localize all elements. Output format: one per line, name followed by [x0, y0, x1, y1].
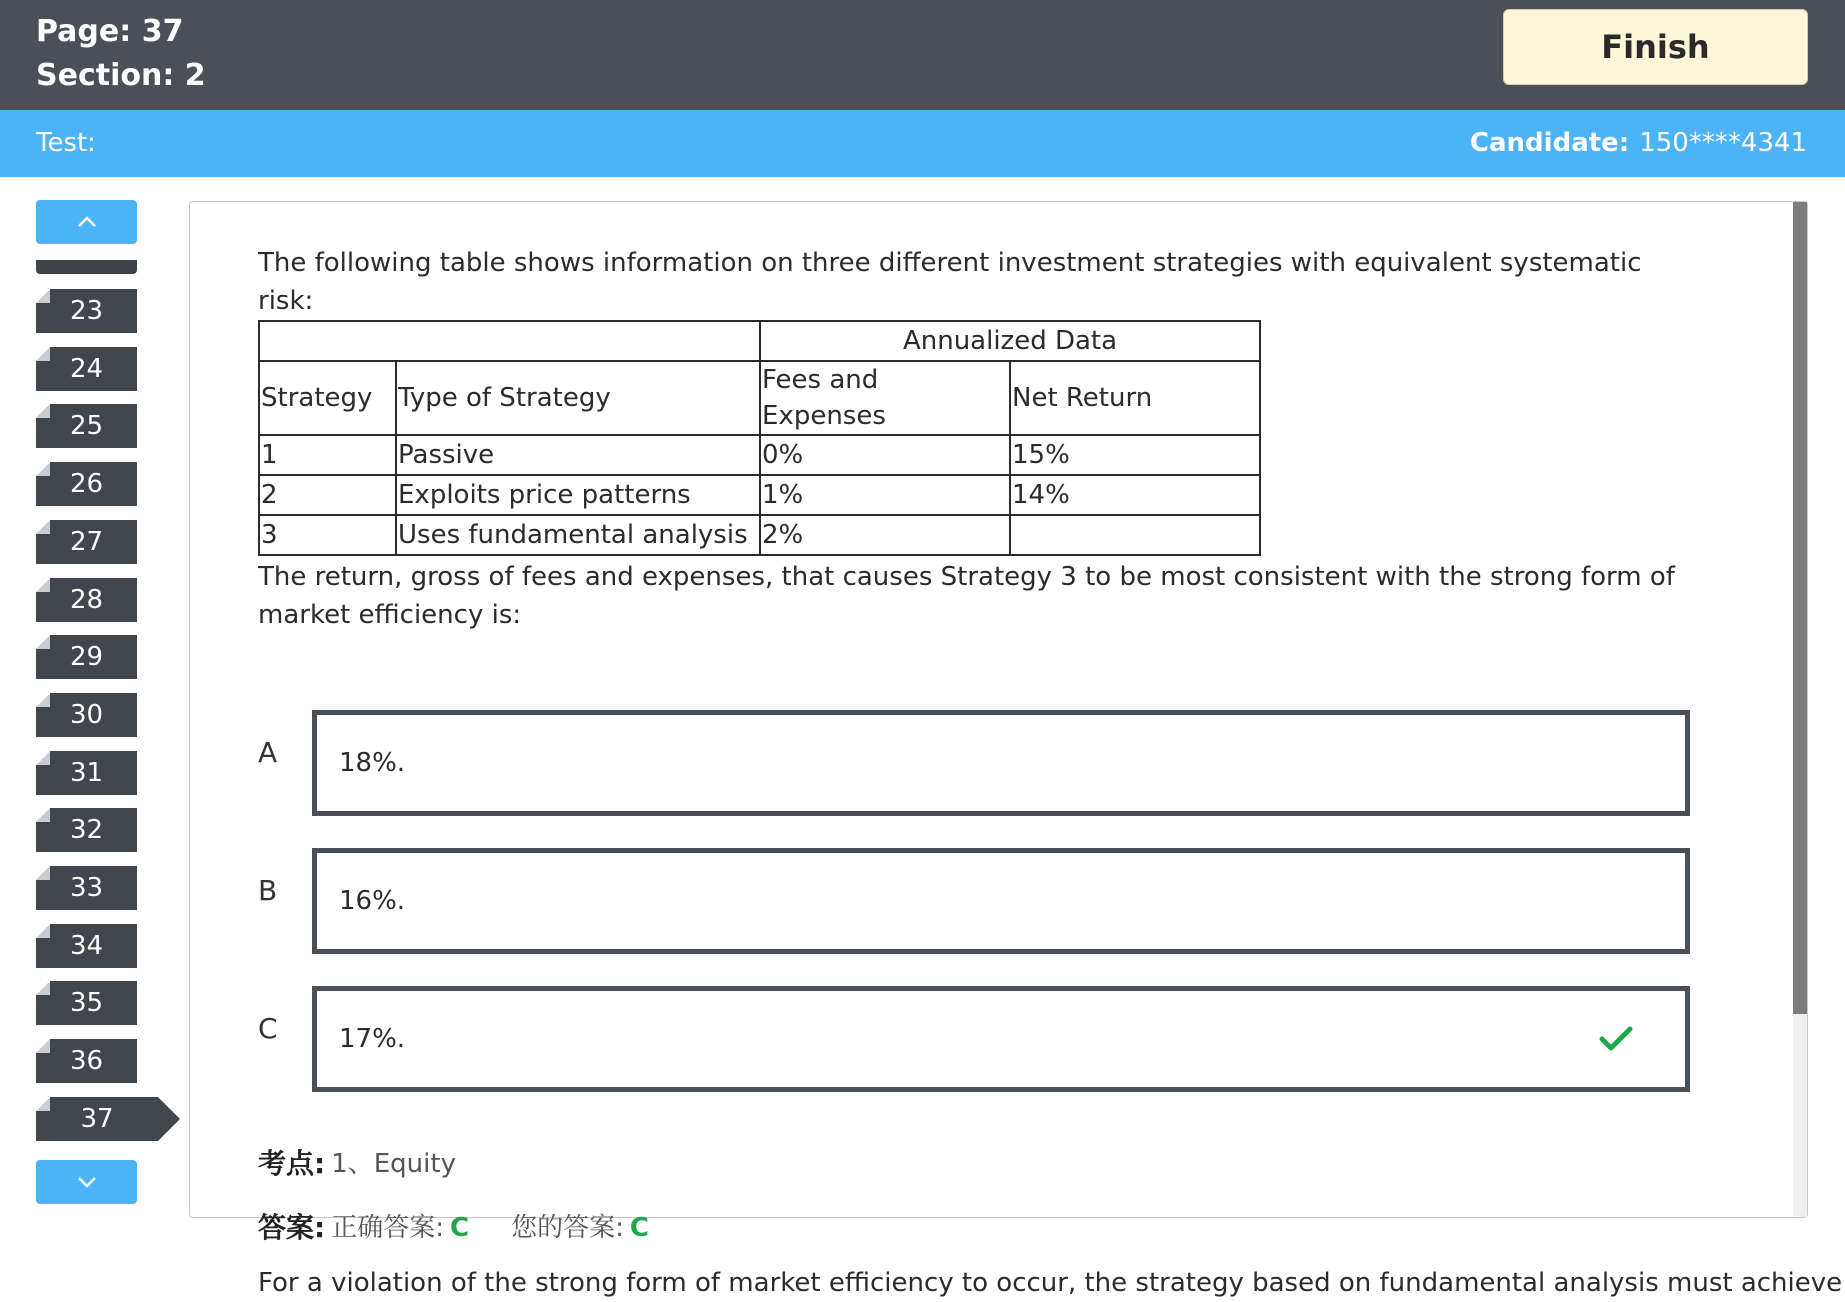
answer-options: [258, 710, 1698, 1124]
table-cell: 15%: [1010, 435, 1260, 475]
correct-answer-value: C: [449, 1213, 470, 1243]
question-nav-number: 26: [69, 469, 104, 500]
question-nav-item[interactable]: [36, 866, 137, 910]
page-fold-icon: [36, 981, 50, 995]
scroll-down-button[interactable]: [36, 1160, 137, 1204]
top-header: [0, 0, 1845, 110]
question-nav-number: 23: [69, 296, 104, 326]
table-cell: 2%: [760, 515, 1010, 555]
question-nav-number: 36: [69, 1046, 104, 1077]
your-answer-label: 您的答案:: [511, 1213, 624, 1243]
page-fold-icon: [36, 578, 50, 592]
question-nav-item[interactable]: [36, 289, 137, 333]
your-answer-value: C: [629, 1213, 649, 1243]
option-text: 18%.: [339, 748, 406, 778]
test-info-bar: [0, 110, 1845, 177]
page-fold-icon: [36, 924, 50, 938]
candidate-label: Candidate:: [1469, 128, 1630, 158]
question-nav-item[interactable]: [36, 751, 137, 795]
page-fold-icon: [36, 462, 50, 476]
table-cell: Exploits price patterns: [396, 475, 760, 515]
table-header-cell: Fees and Expenses: [760, 361, 1010, 435]
option-text: 17%.: [339, 1024, 406, 1054]
topic-key: 考点:: [258, 1147, 326, 1180]
table-cell: [1010, 515, 1260, 555]
table-header-cell: Net Return: [1010, 361, 1260, 435]
option-b: [258, 848, 1698, 986]
page-info: [36, 10, 206, 98]
option-letter: A: [258, 736, 278, 769]
table-cell: Uses fundamental analysis: [396, 515, 760, 555]
question-nav-number: 28: [69, 584, 104, 615]
table-cell: Passive: [396, 435, 760, 475]
question-nav-number: 29: [69, 642, 104, 673]
page-fold-icon: [36, 404, 50, 418]
table-cell: 1%: [760, 475, 1010, 515]
table-cell-empty: [259, 321, 760, 361]
topic-value: 1、Equity: [331, 1149, 456, 1179]
question-nav-item[interactable]: [36, 347, 137, 391]
page-number: Page: 37: [36, 14, 184, 49]
page-fold-icon: [36, 635, 50, 649]
question-nav-number: 30: [69, 699, 104, 730]
table-cell: 3: [259, 515, 396, 555]
question-nav-number: 24: [69, 353, 104, 384]
question-nav-number: 37: [80, 1103, 114, 1134]
answer-meta: [258, 1132, 1843, 1302]
question-nav-item[interactable]: [36, 693, 137, 737]
page-fold-icon: [36, 751, 50, 765]
question-nav-number: 27: [69, 526, 104, 557]
page-fold-icon: [36, 1097, 50, 1111]
table-cell: 0%: [760, 435, 1010, 475]
question-list-item-partial: [36, 260, 137, 274]
question-list: [36, 260, 160, 1140]
explanation-text: For a violation of the strong form of market efficiency to occur, the strategy based on fundamental analysis must achieve: [258, 1268, 1843, 1298]
answer-key: 答案:: [258, 1211, 326, 1244]
question-nav-item[interactable]: [36, 635, 137, 679]
question-stem: The following table shows information on three different investment strategies with equivalent systematic risk:: [258, 248, 1642, 316]
table-row: [259, 515, 1260, 555]
question-nav-item[interactable]: [36, 578, 137, 622]
question-prompt: The return, gross of fees and expenses, that causes Strategy 3 to be most consistent with the strong form of market efficiency is:: [258, 562, 1675, 630]
question-nav-item[interactable]: [36, 924, 137, 968]
section-number: Section: 2: [36, 58, 206, 93]
page-fold-icon: [36, 808, 50, 822]
test-label: Test:: [36, 128, 96, 158]
option-letter: B: [258, 874, 278, 907]
question-nav-item[interactable]: [36, 981, 137, 1025]
question-nav-item[interactable]: [36, 1097, 158, 1141]
question-nav-number: 33: [69, 873, 104, 903]
candidate-id: 150****4341: [1639, 128, 1807, 158]
option-b-box[interactable]: [312, 848, 1690, 954]
scrollbar-track[interactable]: [1793, 202, 1807, 1217]
question-nav-item[interactable]: [36, 462, 137, 506]
option-c-box[interactable]: [312, 986, 1690, 1092]
finish-button[interactable]: Finish: [1503, 9, 1808, 85]
question-nav-item[interactable]: [36, 520, 137, 564]
option-c: [258, 986, 1698, 1124]
table-row: [259, 435, 1260, 475]
scroll-up-button[interactable]: [36, 200, 137, 244]
page-fold-icon: [36, 866, 50, 880]
page-fold-icon: [36, 520, 50, 534]
page-fold-icon: [36, 289, 50, 303]
table-cell: 1: [259, 435, 396, 475]
option-text: 16%.: [339, 886, 406, 916]
question-navigator: [36, 200, 160, 1200]
scrollbar-thumb[interactable]: [1793, 202, 1807, 1014]
option-a-box[interactable]: [312, 710, 1690, 816]
page-fold-icon: [36, 693, 50, 707]
table-row: [259, 475, 1260, 515]
question-panel: [189, 201, 1843, 1298]
table-header-row: [259, 361, 1260, 435]
table-header-cell: Type of Strategy: [396, 361, 760, 435]
page-fold-icon: [36, 347, 50, 361]
checkmark-icon: [1599, 1025, 1633, 1053]
page-fold-icon: [36, 1039, 50, 1053]
table-group-header-row: [259, 321, 1260, 361]
topic-row: [258, 1132, 1698, 1196]
correct-answer-label: 正确答案:: [331, 1213, 444, 1243]
question-nav-number: 32: [69, 815, 104, 846]
question-nav-number: 35: [69, 988, 104, 1019]
question-nav-item[interactable]: [36, 1039, 137, 1083]
candidate-info: [1470, 128, 1807, 158]
question-content: [258, 244, 1843, 1302]
question-nav-item[interactable]: [36, 404, 137, 448]
chevron-down-icon: [74, 1174, 100, 1190]
table-cell: 14%: [1010, 475, 1260, 515]
question-nav-number: 34: [69, 930, 104, 961]
current-pointer-icon: [158, 1097, 180, 1141]
question-nav-item[interactable]: [36, 808, 137, 852]
chevron-up-icon: [74, 214, 100, 230]
question-nav-number: 31: [69, 757, 104, 788]
question-nav-number: 25: [69, 411, 104, 442]
answer-row: [258, 1196, 1698, 1260]
option-a: [258, 710, 1698, 848]
table-group-header: Annualized Data: [760, 321, 1260, 361]
strategy-table: [258, 320, 1261, 556]
option-letter: C: [258, 1012, 278, 1045]
table-header-cell: Strategy: [259, 361, 396, 435]
table-cell: 2: [259, 475, 396, 515]
